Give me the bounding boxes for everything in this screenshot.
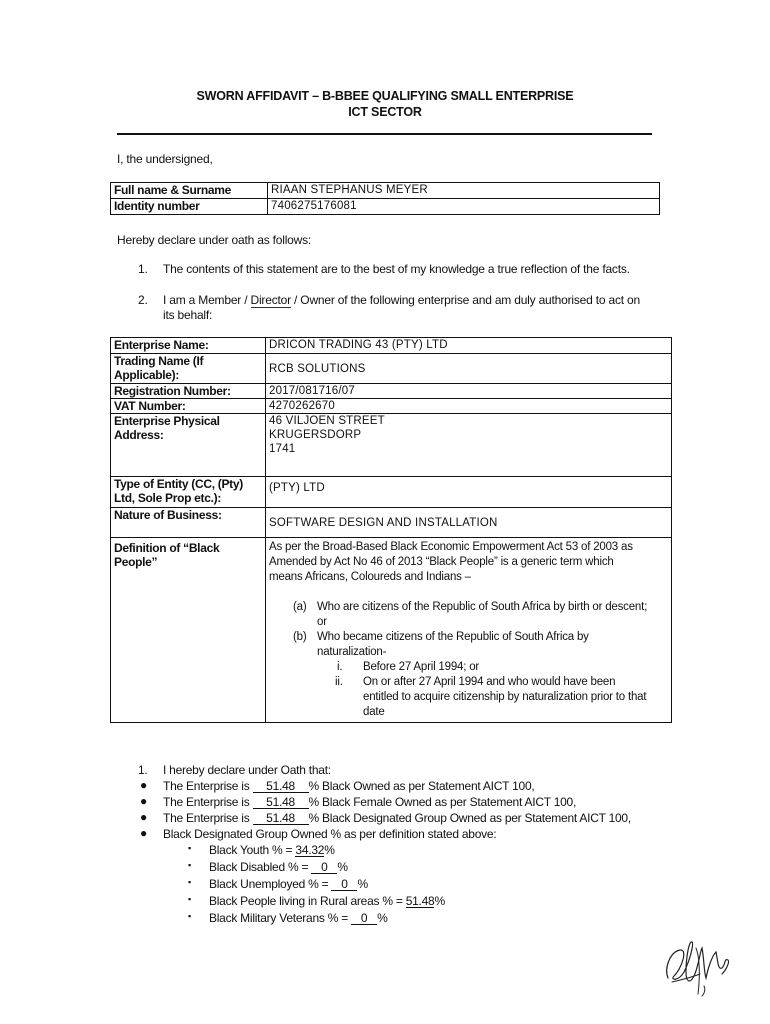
bullet-icon: ●	[140, 810, 148, 824]
black-designated-line	[163, 811, 631, 825]
entity-type-value: (PTY) LTD	[266, 477, 672, 508]
entity-type-label-line1: Type of Entity (CC, (Pty)	[114, 477, 243, 491]
intro-text: I, the undersigned,	[117, 152, 213, 166]
oath-heading: I hereby declare under Oath that:	[163, 763, 331, 777]
point-2-line2: its behalf:	[163, 308, 213, 322]
address-label-line2: Address:	[114, 428, 164, 442]
black-unemployed-value: 0	[331, 878, 357, 891]
nature-of-business-label: Nature of Business:	[111, 508, 266, 538]
bullet-icon: ●	[140, 794, 148, 808]
address-label-line1: Enterprise Physical	[114, 414, 220, 428]
declare-text: Hereby declare under oath as follows:	[117, 233, 312, 247]
black-owned-suffix: % Black Owned as per Statement AICT 100,	[308, 779, 535, 793]
definition-subitem-ii-line3: date	[363, 706, 385, 718]
definition-line1: As per the Broad-Based Black Economic Empowerment Act 53 of 2003 as	[269, 541, 633, 553]
point-2-post: / Owner of the following enterprise and am duly authorised to act on	[290, 293, 640, 307]
black-owned-line	[163, 779, 534, 793]
point-1-text: The contents of this statement are to the best of my knowledge a true reflection of the facts.	[163, 262, 630, 276]
definition-item-b-label: (b)	[293, 631, 307, 643]
enterprise-name-label: Enterprise Name:	[111, 338, 266, 354]
point-2-text	[163, 293, 640, 307]
trading-name-value: RCB SOLUTIONS	[266, 354, 672, 384]
black-disabled-value: 0	[311, 861, 337, 874]
definition-subitem-ii-line1: On or after 27 April 1994 and who would have been	[363, 676, 616, 688]
black-female-line	[163, 795, 576, 809]
definition-subitem-i-text: Before 27 April 1994; or	[363, 661, 480, 673]
point-1-number: 1.	[138, 262, 148, 276]
definition-item-b-line2: naturalization-	[317, 646, 387, 658]
black-disabled-line	[209, 860, 348, 874]
black-unemployed-suffix: %	[357, 877, 368, 891]
black-designated-suffix: % Black Designated Group Owned as per Statement AICT 100,	[308, 811, 631, 825]
black-youth-suffix: %	[324, 843, 335, 857]
black-unemployed-line	[209, 877, 368, 891]
definition-line3: means Africans, Coloureds and Indians –	[269, 571, 471, 583]
definition-subitem-i-label: i.	[337, 661, 343, 673]
handwritten-signature	[660, 938, 735, 1000]
address-line2: KRUGERSDORP	[269, 429, 362, 441]
trading-name-label-line2: Applicable):	[114, 368, 180, 382]
definition-item-b-line1: Who became citizens of the Republic of South Africa by	[317, 631, 589, 643]
address-line1: 46 VILJOEN STREET	[269, 415, 385, 427]
rural-people-line	[209, 894, 445, 908]
identity-table	[110, 182, 660, 215]
address-label	[111, 414, 266, 477]
military-veterans-value: 0	[351, 912, 377, 925]
trading-name-label-line1: Trading Name (If	[114, 354, 204, 368]
definition-item-a-line1: Who are citizens of the Republic of South Africa by birth or descent;	[317, 601, 648, 613]
black-disabled-label: Black Disabled % =	[209, 860, 312, 874]
address-line3: 1741	[269, 443, 296, 455]
designated-group-heading: Black Designated Group Owned % as per definition stated above:	[163, 827, 497, 841]
black-female-suffix: % Black Female Owned as per Statement AICT 100,	[308, 795, 577, 809]
rural-people-label: Black People living in Rural areas % =	[209, 894, 406, 908]
black-youth-line	[209, 843, 335, 857]
black-people-definition-label	[111, 538, 266, 723]
definition-label-line1: Definition of “Black	[114, 541, 220, 555]
point-2-number: 2.	[138, 293, 148, 307]
square-bullet-icon: ▪	[188, 843, 192, 853]
black-disabled-suffix: %	[337, 860, 348, 874]
full-name-value: RIAAN STEPHANUS MEYER	[268, 183, 660, 199]
enterprise-table	[110, 337, 672, 723]
square-bullet-icon: ▪	[188, 877, 192, 887]
bullet-icon: ●	[140, 826, 148, 840]
title-divider	[117, 133, 652, 135]
black-owned-prefix: The Enterprise is	[163, 779, 253, 793]
trading-name-label	[111, 354, 266, 384]
black-youth-label: Black Youth % =	[209, 843, 296, 857]
black-people-definition-text	[266, 538, 672, 723]
address-value	[266, 414, 672, 477]
enterprise-name-value: DRICON TRADING 43 (PTY) LTD	[266, 338, 672, 354]
full-name-label: Full name & Surname	[111, 183, 268, 199]
military-veterans-suffix: %	[377, 911, 388, 925]
point-2-role: Director	[250, 293, 291, 307]
oath-number: 1.	[138, 763, 148, 777]
entity-type-label	[111, 477, 266, 508]
square-bullet-icon: ▪	[188, 911, 192, 921]
definition-subitem-ii-label: ii.	[335, 676, 343, 688]
black-designated-value: 51.48	[253, 812, 309, 825]
black-owned-value: 51.48	[253, 780, 309, 793]
black-unemployed-label: Black Unemployed % =	[209, 877, 332, 891]
vat-number-value: 4270262670	[266, 399, 672, 414]
registration-number-value: 2017/081716/07	[266, 384, 672, 399]
military-veterans-label: Black Military Veterans % =	[209, 911, 352, 925]
black-youth-value: 34.32	[295, 843, 325, 857]
rural-people-value: 51.48	[405, 894, 435, 908]
entity-type-label-line2: Ltd, Sole Prop etc.):	[114, 491, 222, 505]
rural-people-suffix: %	[434, 894, 445, 908]
document-title: SWORN AFFIDAVIT – B-BBEE QUALIFYING SMALL ENTERPRISE	[196, 89, 574, 103]
definition-item-a-line2: or	[317, 616, 327, 628]
definition-item-a-label: (a)	[293, 601, 307, 613]
black-designated-prefix: The Enterprise is	[163, 811, 253, 825]
square-bullet-icon: ▪	[188, 894, 192, 904]
identity-number-label: Identity number	[111, 199, 268, 215]
definition-subitem-ii-line2: entitled to acquire citizenship by naturalization prior to that	[363, 691, 647, 703]
nature-of-business-value: SOFTWARE DESIGN AND INSTALLATION	[266, 508, 672, 538]
definition-line2: Amended by Act No 46 of 2013 “Black People” is a generic term which	[269, 556, 614, 568]
military-veterans-line	[209, 911, 387, 925]
vat-number-label: VAT Number:	[111, 399, 266, 414]
identity-number-value: 7406275176081	[268, 199, 660, 215]
registration-number-label: Registration Number:	[111, 384, 266, 399]
black-female-prefix: The Enterprise is	[163, 795, 253, 809]
black-female-value: 51.48	[253, 796, 309, 809]
document-subtitle: ICT SECTOR	[348, 105, 422, 119]
point-2-pre: I am a Member /	[163, 293, 251, 307]
square-bullet-icon: ▪	[188, 860, 192, 870]
definition-label-line2: People”	[114, 555, 158, 569]
bullet-icon: ●	[140, 778, 148, 792]
